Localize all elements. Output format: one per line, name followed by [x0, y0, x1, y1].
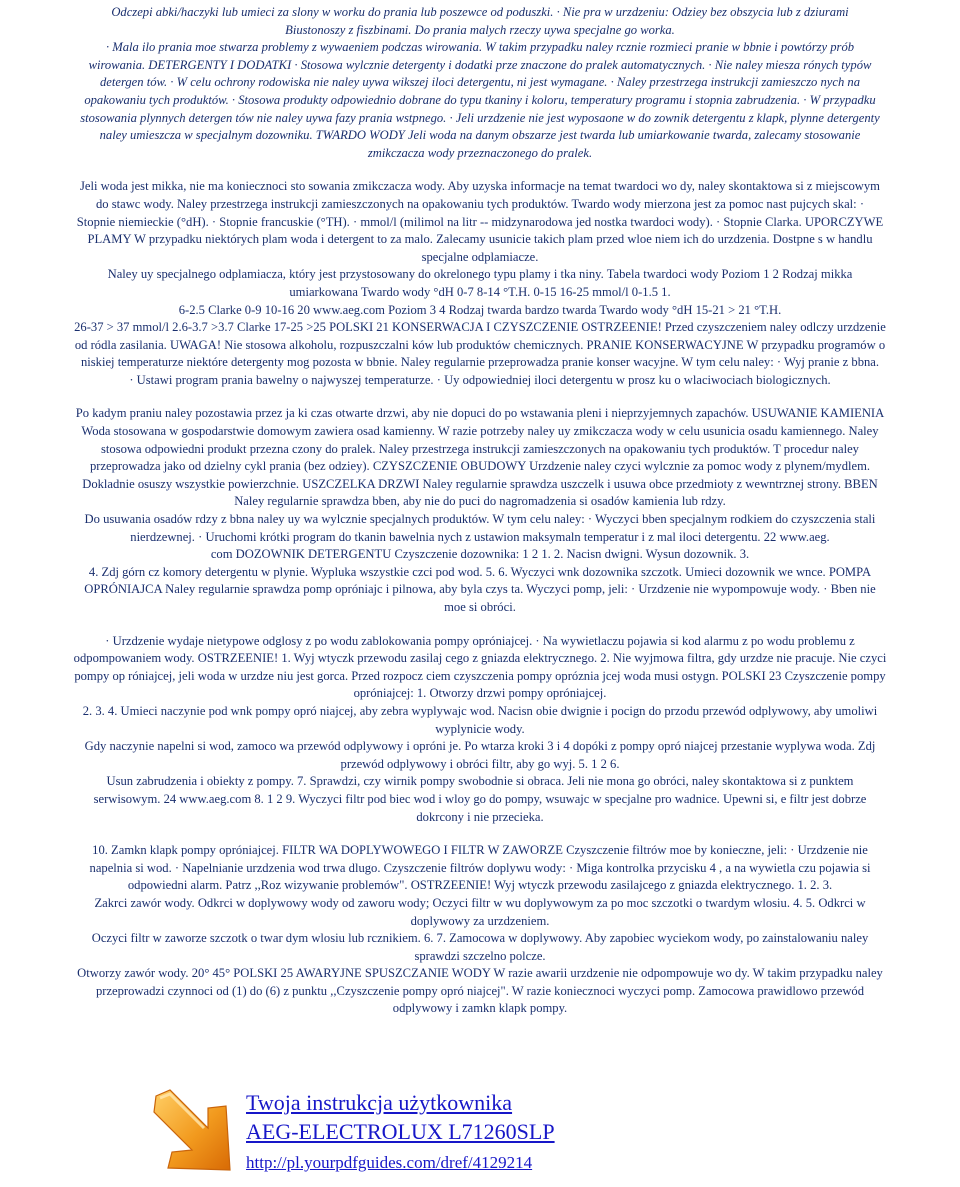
text-line: umiarkowana Twardo wody °dH 0-7 8-14 °T.H. 0-15 16-25 mmol/l 0-1.5 1. [289, 284, 671, 299]
text-line: opakowaniu tych produktów. · Stosowa produkty odpowiednio dobrane do typu tkaniny i koloru, temperatury programu i stopnia zabrudzenia. · W przypadku [84, 92, 876, 107]
text-line: odpowiedni alarm. Patrz ,,Roz wizywanie problemów". OSTRZEENIE! Wyj wtyczk przewodu zasilajcego z gniazda elektrycznego. 1. 2. 3. [127, 878, 833, 893]
text-line: · Urzdzenie wydaje nietypowe odglosy z po wodu zablokowania pompy opróniajcej. · Na wywietlaczu pojawia si kod alarmu z po wodu problemu z [105, 633, 855, 648]
text-line: odpompowaniem wody. OSTRZEENIE! 1. Wyj wtyczk przewodu zasilaj cego z gniazda elektrycznego. 2. Nie wyjmowa filtra, gdy urzdze nie pracuje. Nie czyci [73, 651, 887, 666]
text-line: com DOZOWNIK DETERGENTU Czyszczenie dozownika: 1 2 1. 2. Nacisn dwigni. Wysun dozownik. 3. [210, 547, 750, 562]
footer-model-link[interactable]: AEG-ELECTROLUX L71260SLP [246, 1119, 555, 1144]
text-line: nierdzewnej. · Uruchomi krótki program do tkanin bawelnia nych z ustawion maksymaln temperatur i z mal iloci detergentu. 22 www.aeg. [130, 529, 830, 544]
text-line: Do usuwania osadów rdzy z bbna naley uy wa wylcznie specjalnych produktów. W tym celu naley: · Wyczyci bben specjalnym rodkiem do czyszczenia stali [84, 512, 876, 527]
paragraph [6, 178, 954, 389]
text-line: Naley uy specjalnego odplamiacza, który jest przystosowany do okrelonego typu plamy i tka niny. Tabela twardoci wody Poziom 1 2 Rodzaj mikka [107, 267, 853, 282]
text-line: serwisowym. 24 www.aeg.com 8. 1 2 9. Wyczyci filtr pod biec wod i wloy go do pompy, wsuwajc w specjalne pro wadnice. Upewni si, e filtr jest dobrze [93, 791, 867, 806]
text-line: Naley regularnie sprawdza bben, aby nie do puci do nagromadzenia si osadów kamienia lub rdzy. [234, 494, 726, 509]
text-line: wyplynicie wody. [435, 721, 525, 736]
text-line: Dokladnie osuszy wszystkie powierzchnie. USZCZELKA DRZWI Naley regularnie sprawdza uszczelk i usuwa obce przedmioty z wewntrznej strony. BBEN [82, 476, 878, 491]
footer-title-link[interactable]: Twoja instrukcja użytkownika [246, 1090, 513, 1115]
text-line: wirowania. DETERGENTY I DODATKI · Stosowa wylcznie detergenty i dodatki prze znaczone do pralek automatycznych. · Nie naley miesza rónych typów [88, 57, 872, 72]
text-line: Stopnie niemieckie (°dH). · Stopnie francuskie (°TH). · mmol/l (milimol na litr -- midzynarodowa jed nostka twardoci wody). · Stopnie Clarka. UPORCZYWE [76, 214, 884, 229]
text-line: opróniajcej: 1. Otworzy drzwi pompy opróniajcej. [353, 686, 607, 701]
text-line: przewód odplywowy i obróci filtr, aby go wyj. 5. 1 2 6. [340, 756, 620, 771]
text-line: stosowania plynnych detergen tów nie naley uywa fazy prania wstpnego. · Jeli urzdzenie nie jest wyposaone w do zownik detergentu z klapk, plynne detergenty [80, 110, 880, 125]
text-line: · Mala ilo prania moe stwarza problemy z wywaeniem podczas wirowania. W takim przypadku naley rcznie rozmieci pranie w bbnie i powtórzy prób [105, 40, 855, 55]
text-line: 26-37 > 37 mmol/l 2.6-3.7 >3.7 Clarke 17-25 >25 POLSKI 21 KONSERWACJA I CZYSZCZENIE OSTRZEENIE! Przed czyszczeniem naley odlczy urzdzenie [74, 320, 886, 335]
text-line: Biustonoszy z fiszbinami. Do prania malych rzeczy uywa specjalne go worka. [285, 22, 675, 37]
text-line: zmikczacza wody przeznaczonego do pralek. [367, 145, 593, 160]
text-line: przeprowadzi czynnoci od (1) do (6) z punktu ,,Czyszczenie pompy opró niajcej". W razie koniecznoci wyczyci pomp. Zamocowa prawidlowo przewód [95, 983, 865, 998]
orange-arrow-icon [150, 1086, 236, 1178]
text-line: odplywowy i zamkn klapk pompy. [392, 1001, 568, 1016]
text-line: Woda stosowana w gospodarstwie domowym zawiera osad kamienny. W razie potrzeby naley uy zmikczacza wody w celu usunicia osadu kamiennego. Naley [81, 424, 879, 439]
text-line: · Ustawi program prania bawelny o najwyszej temperaturze. · Uy odpowiedniej iloci detergentu w prosz ku o wlaciwociach biologicznych. [129, 372, 831, 387]
text-line: Odczepi abki/haczyki lub umieci za slony w worku do prania lub poszewce od poduszki. · Nie pra w urzdzeniu: Odziey bez obszycia lub z dziurami [111, 5, 849, 19]
text-line: dokrcony i nie przecieka. [416, 809, 544, 824]
text-line: 6-2.5 Clarke 0-9 10-16 20 www.aeg.com Poziom 3 4 Rodzaj twarda bardzo twarda Twardo wody °dH 15-21 > 21 °T.H. [178, 302, 782, 317]
text-line: przeprowadza jako od dzielny cykl prania (bez odziey). CZYSZCZENIE OBUDOWY Urzdzenie naley czyci wylcznie za pomoc wody z plynem/mydlem. [89, 459, 871, 474]
text-line: Jeli woda jest mikka, nie ma koniecznoci sto sowania zmikczacza wody. Aby uzyska informacje na temat twardoci wo dy, naley skontaktowa si z miejscowym [80, 179, 880, 194]
text-line: OPRÓNIAJCA Naley regularnie sprawdza pomp opróniajc i pilnowa, aby byla czys ta. Wyczyci pomp, jeli: · Urzdzenie nie wypompowuje wody. · Bben nie [84, 582, 876, 597]
text-line: PLAMY W przypadku niektórych plam woda i detergent to za malo. Zalecamy usunicie takich plam przed wloe niem ich do urzdzenia. Dostpne s w handlu [87, 232, 873, 247]
footer-link-block [150, 1086, 790, 1178]
text-line: niskiej temperaturze niektóre detergenty mog pozosta w bbnie. Naley regularnie przeprowadza pranie konser wacyjne. W tym celu naley: · Wyj pranie z bbna. [80, 355, 880, 370]
text-line: Po kadym praniu naley pozostawia przez ja ki czas otwarte drzwi, aby nie dopuci do po wstawania pleni i nieprzyjemnych zapachów. USUWANIE KAMIENIA [75, 406, 885, 421]
text-line: pompy op róniajcej, jeli woda w urzdze niu jest gorca. Przed rozpocz ciem czyszczenia pompy opróznia jcej woda musi ostygn. POLSKI 23 Czyszczenie pompy [74, 668, 886, 683]
paragraph [6, 633, 954, 827]
text-line: Otworzy zawór wody. 20° 45° POLSKI 25 AWARYJNE SPUSZCZANIE WODY W razie awarii urzdzenie nie odpompowuje wo dy. W takim przypadku naley [77, 966, 883, 981]
text-line: 10. Zamkn klapk pompy opróniajcej. FILTR WA DOPLYWOWEGO I FILTR W ZAWORZE Czyszczenie filtrów moe by konieczne, jeli: · Urzdzenie nie [92, 843, 868, 858]
manual-text-body [6, 4, 954, 1018]
text-line: od ródla zasilania. UWAGA! Nie stosowa alkoholu, rozpuszczalni ków lub produktów chemicznych. PRANIE KONSERWACYJNE W przypadku programów o [74, 337, 886, 352]
text-line: sprawdzi szczelno polcze. [414, 948, 546, 963]
text-line: Oczyci filtr w zaworze szczotk o twar dym wlosiu lub rcznikiem. 6. 7. Zamocowa w doplywowy. Aby zapobiec wyciekom wody, po zainstalowaniu naley [91, 931, 869, 946]
paragraph [6, 405, 954, 616]
text-line: naley umieszcza w specjalnym dozowniku. TWARDO WODY Jeli woda na danym obszarze jest twarda lub umiarkowanie twarda, zalecamy stosowanie [99, 128, 861, 143]
paragraph [6, 4, 954, 162]
text-line: detergen tów. · W celu ochrony rodowiska nie naley uywa wikszej iloci detergentu, ni jest wymagane. · Naley przestrzega instrukcji zamieszczo nych na [99, 75, 861, 90]
text-line: specjalne odplamiacze. [421, 249, 539, 264]
footer-url-link[interactable]: http://pl.yourpdfguides.com/dref/4129214 [246, 1153, 533, 1172]
text-line: napelnia si wod. · Napelnianie urzdzenia wod trwa dlugo. Czyszczenie filtrów doplywu wody: · Miga kontrolka przycisku 4 , a na wywietla czu pojawia si [89, 860, 871, 875]
text-line: moe si obróci. [444, 600, 516, 614]
text-line: doplywowy za urzdzeniem. [410, 913, 550, 928]
text-line: Usun zabrudzenia i obiekty z pompy. 7. Sprawdzi, czy wirnik pompy swobodnie si obraca. Jeli nie mona go obróci, naley skontaktowa si z punktem [106, 774, 854, 789]
text-line: Zakrci zawór wody. Odkrci w doplywowy wody od zaworu wody; Oczyci filtr w wu doplywowym za po moc szczotki o twardym wlosiu. 4. 5. Odkrci w [94, 895, 866, 910]
text-line: stosowa odpowiedni produkt przezna czony do pralek. Naley przestrzega instrukcji zamieszczonych na opakowaniu tych produktów. T procedur naley [101, 441, 859, 456]
paragraph [6, 842, 954, 1018]
text-line: do stawc wody. Naley przestrzega instrukcji zamieszczonych na opakowaniu tych produktów. Twardo wody mierzona jest za pomoc nast pujcych skal: · [95, 196, 865, 211]
text-line: 2. 3. 4. Umieci naczynie pod wnk pompy opró niajcej, aby zebra wyplywajc wod. Nacisn obie dwignie i pocign do przodu przewód odplywowy, aby umoliwi [82, 703, 878, 718]
text-line: Gdy naczynie napelni si wod, zamoco wa przewód odplywowy i opróni je. Po wtarza kroki 3 i 4 dopóki z pompy opró niajcej przestanie wyplywa woda. Zdj [84, 739, 876, 754]
text-line: 4. Zdj górn cz komory detergentu w plynie. Wyplukа wszystkie czci pod wod. 5. 6. Wyczyci wnk dozownika szczotk. Umieci dozownik we wnce. POMPA [88, 564, 872, 579]
